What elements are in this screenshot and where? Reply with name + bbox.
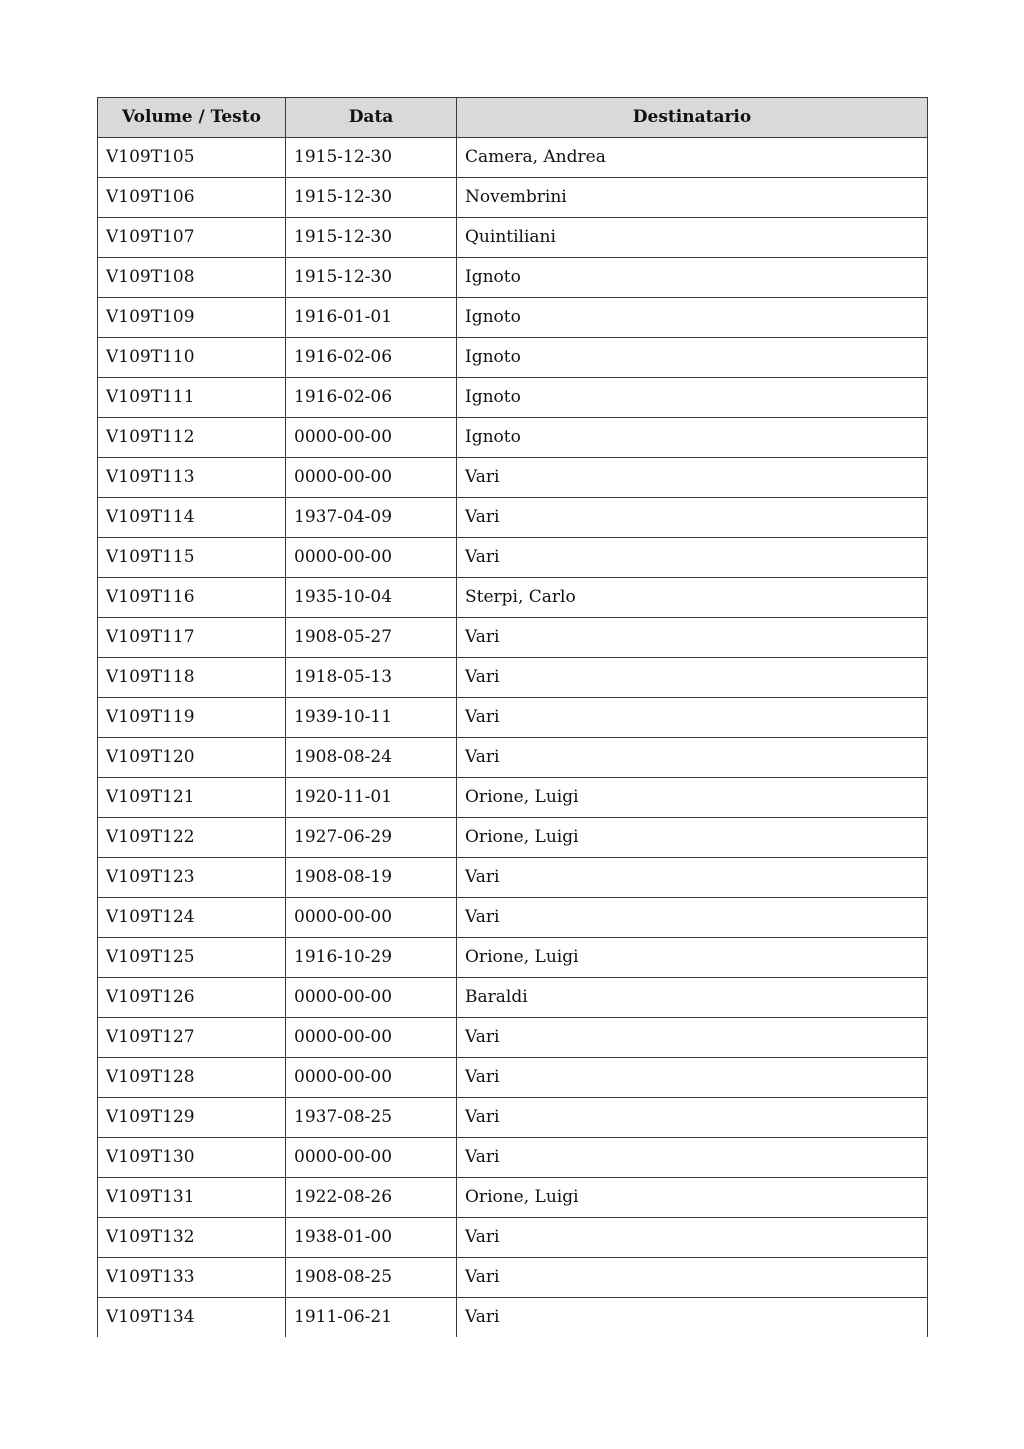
- cell-data: 1918-05-13: [286, 658, 457, 698]
- cell-destinatario: Sterpi, Carlo: [457, 578, 928, 618]
- table-row: [98, 1098, 928, 1138]
- table-row: [98, 1298, 928, 1338]
- cell-volume-testo: V109T128: [98, 1058, 286, 1098]
- cell-destinatario: Vari: [457, 1298, 928, 1338]
- table-row: [98, 338, 928, 378]
- cell-volume-testo: V109T123: [98, 858, 286, 898]
- cell-data: 0000-00-00: [286, 1058, 457, 1098]
- cell-volume-testo: V109T127: [98, 1018, 286, 1058]
- cell-destinatario: Orione, Luigi: [457, 818, 928, 858]
- cell-volume-testo: V109T115: [98, 538, 286, 578]
- table-row: [98, 1178, 928, 1218]
- cell-data: 1937-04-09: [286, 498, 457, 538]
- cell-volume-testo: V109T107: [98, 218, 286, 258]
- table-row: [98, 658, 928, 698]
- cell-destinatario: Ignoto: [457, 338, 928, 378]
- cell-destinatario: Quintiliani: [457, 218, 928, 258]
- table-row: [98, 1258, 928, 1298]
- cell-volume-testo: V109T133: [98, 1258, 286, 1298]
- cell-data: 0000-00-00: [286, 458, 457, 498]
- cell-volume-testo: V109T113: [98, 458, 286, 498]
- table-row: [98, 898, 928, 938]
- cell-data: 0000-00-00: [286, 418, 457, 458]
- table-row: [98, 1018, 928, 1058]
- cell-data: 1939-10-11: [286, 698, 457, 738]
- cell-volume-testo: V109T116: [98, 578, 286, 618]
- cell-data: 0000-00-00: [286, 1018, 457, 1058]
- table-row: [98, 938, 928, 978]
- header-row: [98, 98, 928, 138]
- cell-data: 1908-08-24: [286, 738, 457, 778]
- cell-volume-testo: V109T111: [98, 378, 286, 418]
- cell-volume-testo: V109T125: [98, 938, 286, 978]
- cell-volume-testo: V109T134: [98, 1298, 286, 1338]
- cell-data: 1938-01-00: [286, 1218, 457, 1258]
- cell-volume-testo: V109T121: [98, 778, 286, 818]
- table-row: [98, 1138, 928, 1178]
- cell-data: 1915-12-30: [286, 258, 457, 298]
- cell-data: 0000-00-00: [286, 898, 457, 938]
- cell-volume-testo: V109T110: [98, 338, 286, 378]
- table-row: [98, 698, 928, 738]
- table-row: [98, 418, 928, 458]
- table-row: [98, 218, 928, 258]
- cell-data: 1915-12-30: [286, 138, 457, 178]
- table-row: [98, 178, 928, 218]
- cell-data: 1908-08-25: [286, 1258, 457, 1298]
- cell-data: 1916-02-06: [286, 378, 457, 418]
- cell-volume-testo: V109T120: [98, 738, 286, 778]
- cell-destinatario: Vari: [457, 498, 928, 538]
- cell-destinatario: Vari: [457, 1258, 928, 1298]
- table-row: [98, 1218, 928, 1258]
- table-row: [98, 978, 928, 1018]
- table-row: [98, 498, 928, 538]
- cell-data: 1908-08-19: [286, 858, 457, 898]
- cell-destinatario: Orione, Luigi: [457, 1178, 928, 1218]
- table-row: [98, 618, 928, 658]
- cell-destinatario: Vari: [457, 1218, 928, 1258]
- cell-volume-testo: V109T126: [98, 978, 286, 1018]
- cell-destinatario: Vari: [457, 1058, 928, 1098]
- column-header-data: Data: [286, 98, 457, 138]
- column-header-destinatario: Destinatario: [457, 98, 928, 138]
- table-row: [98, 258, 928, 298]
- cell-destinatario: Novembrini: [457, 178, 928, 218]
- cell-volume-testo: V109T118: [98, 658, 286, 698]
- cell-volume-testo: V109T119: [98, 698, 286, 738]
- table-row: [98, 858, 928, 898]
- table-row: [98, 818, 928, 858]
- cell-destinatario: Vari: [457, 1098, 928, 1138]
- table-row: [98, 298, 928, 338]
- cell-destinatario: Vari: [457, 858, 928, 898]
- cell-destinatario: Vari: [457, 658, 928, 698]
- cell-volume-testo: V109T112: [98, 418, 286, 458]
- table-body: [98, 138, 928, 1338]
- cell-destinatario: Vari: [457, 458, 928, 498]
- cell-destinatario: Vari: [457, 538, 928, 578]
- cell-destinatario: Orione, Luigi: [457, 938, 928, 978]
- cell-volume-testo: V109T109: [98, 298, 286, 338]
- table-row: [98, 378, 928, 418]
- table-row: [98, 138, 928, 178]
- cell-destinatario: Ignoto: [457, 418, 928, 458]
- cell-data: 0000-00-00: [286, 1138, 457, 1178]
- cell-data: 1915-12-30: [286, 218, 457, 258]
- cell-volume-testo: V109T124: [98, 898, 286, 938]
- table-header: [98, 98, 928, 138]
- table-row: [98, 778, 928, 818]
- cell-volume-testo: V109T131: [98, 1178, 286, 1218]
- cell-data: 1937-08-25: [286, 1098, 457, 1138]
- cell-destinatario: Ignoto: [457, 298, 928, 338]
- cell-destinatario: Baraldi: [457, 978, 928, 1018]
- cell-data: 1927-06-29: [286, 818, 457, 858]
- cell-destinatario: Vari: [457, 618, 928, 658]
- cell-destinatario: Vari: [457, 898, 928, 938]
- cell-volume-testo: V109T132: [98, 1218, 286, 1258]
- cell-volume-testo: V109T130: [98, 1138, 286, 1178]
- cell-data: 1916-10-29: [286, 938, 457, 978]
- table-row: [98, 578, 928, 618]
- table-row: [98, 1058, 928, 1098]
- cell-data: 0000-00-00: [286, 538, 457, 578]
- cell-volume-testo: V109T114: [98, 498, 286, 538]
- cell-data: 1915-12-30: [286, 178, 457, 218]
- cell-destinatario: Vari: [457, 698, 928, 738]
- cell-data: 1920-11-01: [286, 778, 457, 818]
- cell-data: 1911-06-21: [286, 1298, 457, 1338]
- cell-data: 1916-02-06: [286, 338, 457, 378]
- cell-data: 1935-10-04: [286, 578, 457, 618]
- cell-destinatario: Vari: [457, 1018, 928, 1058]
- table-row: [98, 738, 928, 778]
- cell-data: 0000-00-00: [286, 978, 457, 1018]
- table-row: [98, 538, 928, 578]
- cell-destinatario: Vari: [457, 738, 928, 778]
- letters-register-table: [97, 97, 928, 1337]
- cell-data: 1908-05-27: [286, 618, 457, 658]
- cell-volume-testo: V109T108: [98, 258, 286, 298]
- cell-destinatario: Orione, Luigi: [457, 778, 928, 818]
- cell-volume-testo: V109T129: [98, 1098, 286, 1138]
- cell-destinatario: Ignoto: [457, 258, 928, 298]
- cell-volume-testo: V109T117: [98, 618, 286, 658]
- cell-volume-testo: V109T105: [98, 138, 286, 178]
- cell-volume-testo: V109T122: [98, 818, 286, 858]
- cell-destinatario: Vari: [457, 1138, 928, 1178]
- cell-data: 1916-01-01: [286, 298, 457, 338]
- cell-destinatario: Camera, Andrea: [457, 138, 928, 178]
- cell-data: 1922-08-26: [286, 1178, 457, 1218]
- table-row: [98, 458, 928, 498]
- column-header-volume-testo: Volume / Testo: [98, 98, 286, 138]
- cell-volume-testo: V109T106: [98, 178, 286, 218]
- cell-destinatario: Ignoto: [457, 378, 928, 418]
